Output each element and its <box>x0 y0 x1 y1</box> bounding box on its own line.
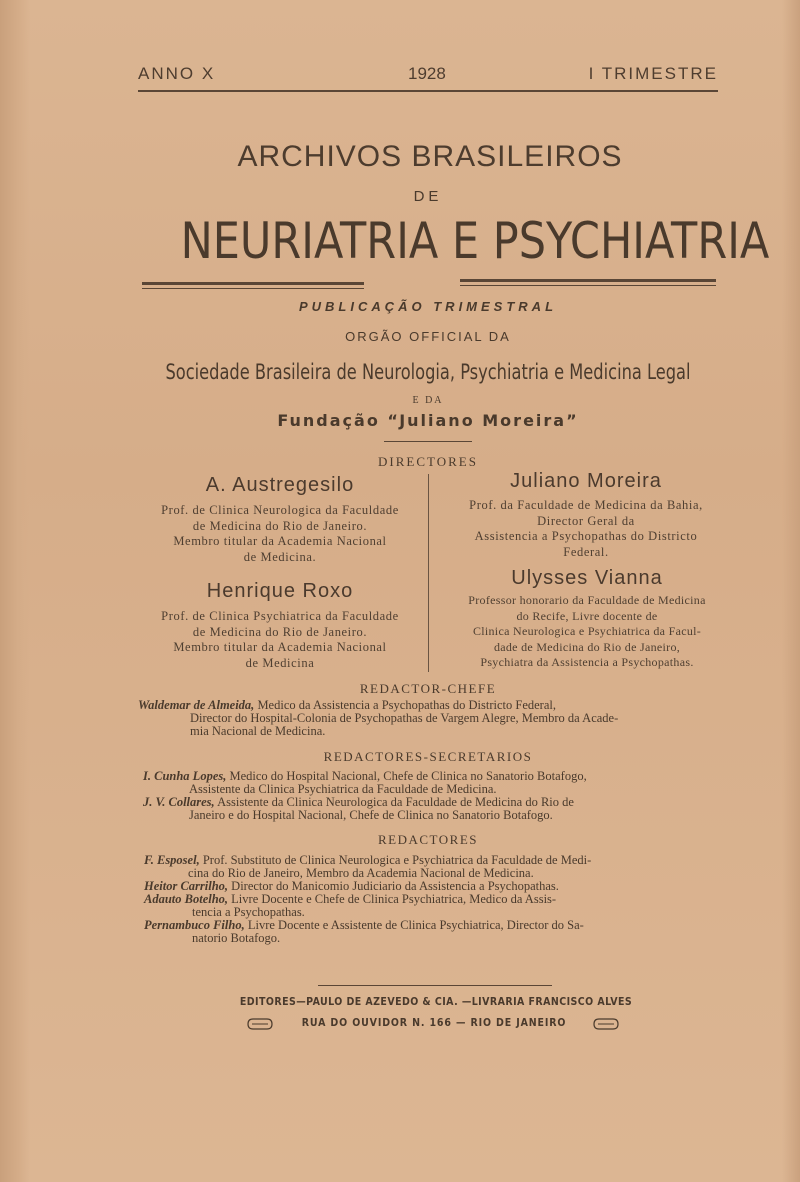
anno-label: ANNO X <box>138 64 216 83</box>
entry-text: Director do Manicomio Judiciario da Assistencia a Psychopathas. <box>228 879 559 893</box>
person-name: F. Esposel, <box>144 853 200 867</box>
title-rule-right-thin <box>460 285 716 286</box>
director-moreira <box>436 470 736 560</box>
description-line: Clinica Neurologica e Psychiatrica da Facul- <box>472 624 702 638</box>
entry-text: Medico do Hospital Nacional, Chefe de Clinica no Sanatorio Botafogo, <box>226 769 587 783</box>
description-line: Membro titular da Academia Nacional <box>173 534 387 548</box>
person-name: Adauto Botelho, <box>144 892 229 906</box>
person-name: J. V. Collares, <box>143 795 215 809</box>
title-main: NEURIATRIA E PSYCHIATRIA <box>180 212 770 270</box>
director-description <box>130 609 430 671</box>
paper-left-edge <box>0 0 30 1182</box>
description-line: de Medicina. <box>243 549 317 564</box>
title-archivos: ARCHIVOS BRASILEIROS <box>237 140 623 173</box>
description-line: de Medicina <box>245 655 315 670</box>
director-name: Juliano Moreira <box>510 470 662 492</box>
header-rule <box>138 90 718 92</box>
description-line: Membro titular da Academia Nacional <box>173 640 387 654</box>
title-rule-left-thin <box>142 288 364 289</box>
director-name: Henrique Roxo <box>206 580 354 602</box>
redactor-chefe-entry <box>138 699 738 738</box>
redactor-chefe-heading: REDACTOR-CHEFE <box>359 681 497 696</box>
title-rule-right-thick <box>460 279 716 282</box>
director-description <box>432 593 742 671</box>
director-description <box>436 498 736 560</box>
description-line: do Recife, Livre docente de <box>516 608 658 623</box>
director-roxo <box>130 580 430 671</box>
description-line: Prof. de Clinica Psychiatrica da Faculdade <box>161 609 399 623</box>
entry-text: Medico da Assistencia a Psychopathas do Districto Federal, <box>254 698 556 712</box>
person-name: Waldemar de Almeida, <box>138 698 255 712</box>
sociedade-name: Sociedade Brasileira de Neurologia, Psychiatria e Medicina Legal <box>165 360 691 384</box>
secretario-entry <box>143 770 733 796</box>
person-name: Heitor Carrilho, <box>144 879 229 893</box>
person-name: Pernambuco Filho, <box>144 918 245 932</box>
entry-text: Assistente da Clinica Psychiatrica da Faculdade de Medicina. <box>189 782 497 796</box>
director-vianna <box>432 567 742 671</box>
description-line: de Medicina do Rio de Janeiro. <box>192 518 368 533</box>
publicacao-label: PUBLICAÇÃO TRIMESTRAL <box>298 299 558 314</box>
description-line: Prof. de Clinica Neurologica da Faculdade <box>161 503 399 517</box>
description-line: de Medicina do Rio de Janeiro. <box>192 624 368 639</box>
entry-text: tencia a Psychopathas. <box>192 905 305 919</box>
secretario-entry <box>143 796 733 822</box>
redactores-heading: REDACTORES <box>378 832 478 847</box>
description-line: Professor honorario da Faculdade de Medicina <box>468 593 706 607</box>
entry-text: Assistente da Clinica Neurologica da Faculdade de Medicina do Rio de <box>214 795 574 809</box>
entry-text: natorio Botafogo. <box>192 931 281 945</box>
redactor-entry <box>144 854 734 880</box>
description-line: Assistencia a Psychopathas do Districto <box>474 529 698 543</box>
ornament-left-icon <box>246 1017 274 1036</box>
person-name: I. Cunha Lopes, <box>143 769 227 783</box>
director-name: A. Austregesilo <box>205 474 355 496</box>
footer-rule <box>318 985 552 986</box>
orgao-label: ORGÃO OFFICIAL DA <box>345 329 511 344</box>
secretarios-heading: REDACTORES-SECRETARIOS <box>323 749 533 764</box>
description-line: Federal. <box>563 544 609 559</box>
entry-text: Livre Docente e Assistente de Clinica Psychiatrica, Director do Sa- <box>244 918 584 932</box>
title-de: DE <box>413 188 443 205</box>
ornament-right-icon <box>592 1017 620 1036</box>
entry-text: mia Nacional de Medicina. <box>190 724 326 738</box>
editores-line: EDITORES—PAULO DE AZEVEDO & CIA. —LIVRARIA FRANCISCO ALVES <box>239 995 633 1008</box>
title-rule-left-thick <box>142 282 364 285</box>
year-label: 1928 <box>408 64 446 83</box>
director-name: Ulysses Vianna <box>511 567 663 589</box>
address-text: RUA DO OUVIDOR N. 166 — RIO DE JANEIRO <box>301 1016 567 1029</box>
trimestre-label: I TRIMESTRE <box>588 64 718 83</box>
address-line <box>246 1016 626 1032</box>
description-line: dade de Medicina do Rio de Janeiro, <box>493 639 681 654</box>
director-austregesilo <box>130 474 430 565</box>
header-row <box>138 64 718 88</box>
entry-text: Prof. Substituto de Clinica Neurologica e Psychiatrica da Faculdade de Medi- <box>199 853 592 867</box>
entry-text: Livre Docente e Chefe de Clinica Psychiatrica, Medico da Assis- <box>228 892 557 906</box>
redactor-entry <box>144 893 734 919</box>
redactor-entry <box>144 919 734 945</box>
description-line: Director Geral da <box>537 513 635 528</box>
fundacao-name: Fundação “Juliano Moreira” <box>277 411 579 430</box>
fundacao-rule <box>384 441 472 442</box>
director-description <box>130 503 430 565</box>
entry-text: cina do Rio de Janeiro, Membro da Academia Nacional de Medicina. <box>188 866 534 880</box>
description-line: Prof. da Faculdade de Medicina da Bahia, <box>469 498 703 512</box>
entry-text: Janeiro e do Hospital Nacional, Chefe de Clinica no Sanatorio Botafogo. <box>189 808 553 822</box>
entry-text: Director do Hospital-Colonia de Psychopathas de Vargem Alegre, Membro da Acade- <box>190 711 619 725</box>
description-line: Psychiatra da Assistencia a Psychopathas. <box>480 655 694 669</box>
e-da-label: E DA <box>412 395 444 406</box>
directores-heading: DIRECTORES <box>378 454 478 469</box>
